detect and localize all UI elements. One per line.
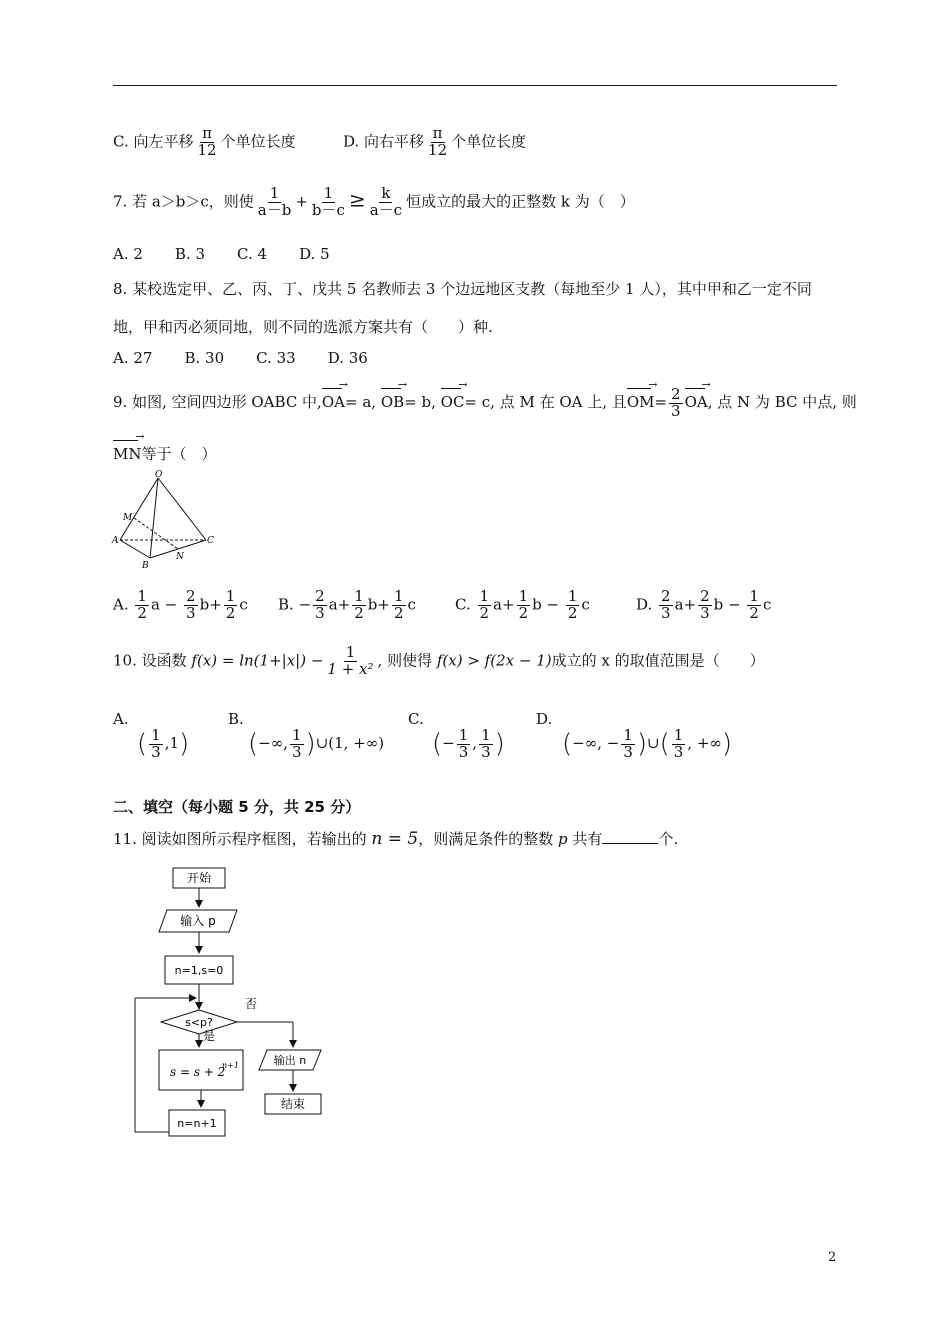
q8-options <box>113 349 400 367</box>
fig-label-c: C <box>207 536 214 546</box>
flow-assign-text: s = s + 2 <box>170 1065 226 1079</box>
q7-option-c: C. 4 <box>237 245 268 263</box>
flow-input-text: 输入 p <box>180 914 216 928</box>
q8-option-c: C. 33 <box>256 349 296 367</box>
page-number: 2 <box>828 1250 837 1265</box>
q8-option-a: A. 27 <box>113 349 153 367</box>
q8-option-d: D. 36 <box>327 349 368 367</box>
q7-option-d: D. 5 <box>299 245 330 263</box>
q7-options <box>113 245 362 263</box>
flow-init-text: n=1,s=0 <box>174 964 224 977</box>
fig-label-n: N <box>176 552 184 562</box>
q9-option-b: B. − $\frac{2}{3}$ a+ $\frac{1}{2}$ b+ $\frac{1}{2}$ c <box>278 587 416 622</box>
q10-option-d: D. (−∞, − $\frac{1}{3}$ )∪( $\frac{1}{3}$ , +∞) <box>536 710 733 761</box>
flow-end-text: 结束 <box>280 1097 306 1111</box>
answer-blank[interactable] <box>602 829 658 844</box>
fig-label-a: A <box>112 536 119 546</box>
q6-option-d: D. 向右平移 $\frac{\pi}{12}$ 个单位长度 <box>343 124 527 159</box>
flow-incr-text: n=n+1 <box>177 1117 217 1130</box>
q7-option-b: B. 3 <box>174 245 206 263</box>
q8-option-b: B. 30 <box>184 349 225 367</box>
fig-label-b: B <box>142 561 149 570</box>
fig-label-m: M <box>123 513 133 523</box>
flow-no-label: 否 <box>245 997 258 1011</box>
q7-option-a: A. 2 <box>113 245 143 263</box>
flowchart <box>125 862 335 1147</box>
flow-decision-text: s<p? <box>185 1016 213 1029</box>
flow-start-text: 开始 <box>186 871 212 885</box>
section-2-heading: 二、填空（每小题 5 分，共 25 分） <box>113 798 361 816</box>
question-9: 9. 如图, 空间四边形 OABC 中,OA →= a, OB →= b, OC →= c, 点 M 在 OA 上, 且OM →= $\frac{2}{3}$ OA →, 点 N 为 BC 中点, 则 <box>113 384 857 419</box>
q9-line-2: MN →等于（ ） <box>113 436 217 464</box>
tetrahedron-figure <box>110 470 220 570</box>
question-10: 10. 设函数 f(x) = ln(1+|x|) − $\frac{1}{\text{1 + x²}}$ , 则使得 f(x) > f(2x − 1)成立的 x 的取值范围是（ ） <box>113 643 765 678</box>
question-11: 11. 阅读如图所示程序框图，若输出的 n = 5，则满足条件的整数 p 共有 个. <box>113 829 679 849</box>
q10-option-a: A. ( $\frac{1}{3}$ ,1) <box>113 710 190 761</box>
q8-line-2: 地，甲和丙必须同地，则不同的选派方案共有（ ）种. <box>113 318 493 336</box>
flow-yes-label: 是 <box>203 1029 216 1043</box>
q10-option-b: B. (−∞, $\frac{1}{3}$ )∪(1, +∞) <box>228 710 385 761</box>
fig-label-o: O <box>155 470 163 480</box>
header-rule <box>113 85 837 86</box>
flow-output-text: 输出 n <box>273 1054 307 1067</box>
q9-option-a: A. $\frac{1}{2}$ a − $\frac{2}{3}$ b+ $\frac{1}{2}$ c <box>113 587 248 622</box>
q10-option-c: C. (− $\frac{1}{3}$ , $\frac{1}{3}$ ) <box>408 710 505 761</box>
q9-option-d: D. $\frac{2}{3}$ a+ $\frac{2}{3}$ b − $\frac{1}{2}$ c <box>636 587 772 622</box>
q9-option-c: C. $\frac{1}{2}$ a+ $\frac{1}{2}$ b − $\frac{1}{2}$ c <box>455 587 590 622</box>
q8-line-1: 8. 某校选定甲、乙、丙、丁、戊共 5 名教师去 3 个边远地区支教（每地至少 1 人），其中甲和乙一定不同 <box>113 280 812 298</box>
q6-option-c: C. 向左平移 $\frac{\pi}{12}$ 个单位长度 <box>113 124 296 159</box>
question-7: 7. 若 a＞b＞c，则使 $\frac{1}{a-b}$ + $\frac{1}{b-c}$ ≥ $\frac{k}{a-c}$ 恒成立的最大的正整数 k 为（ ） <box>113 184 635 219</box>
flow-assign-exponent: n+1 <box>222 1061 239 1070</box>
